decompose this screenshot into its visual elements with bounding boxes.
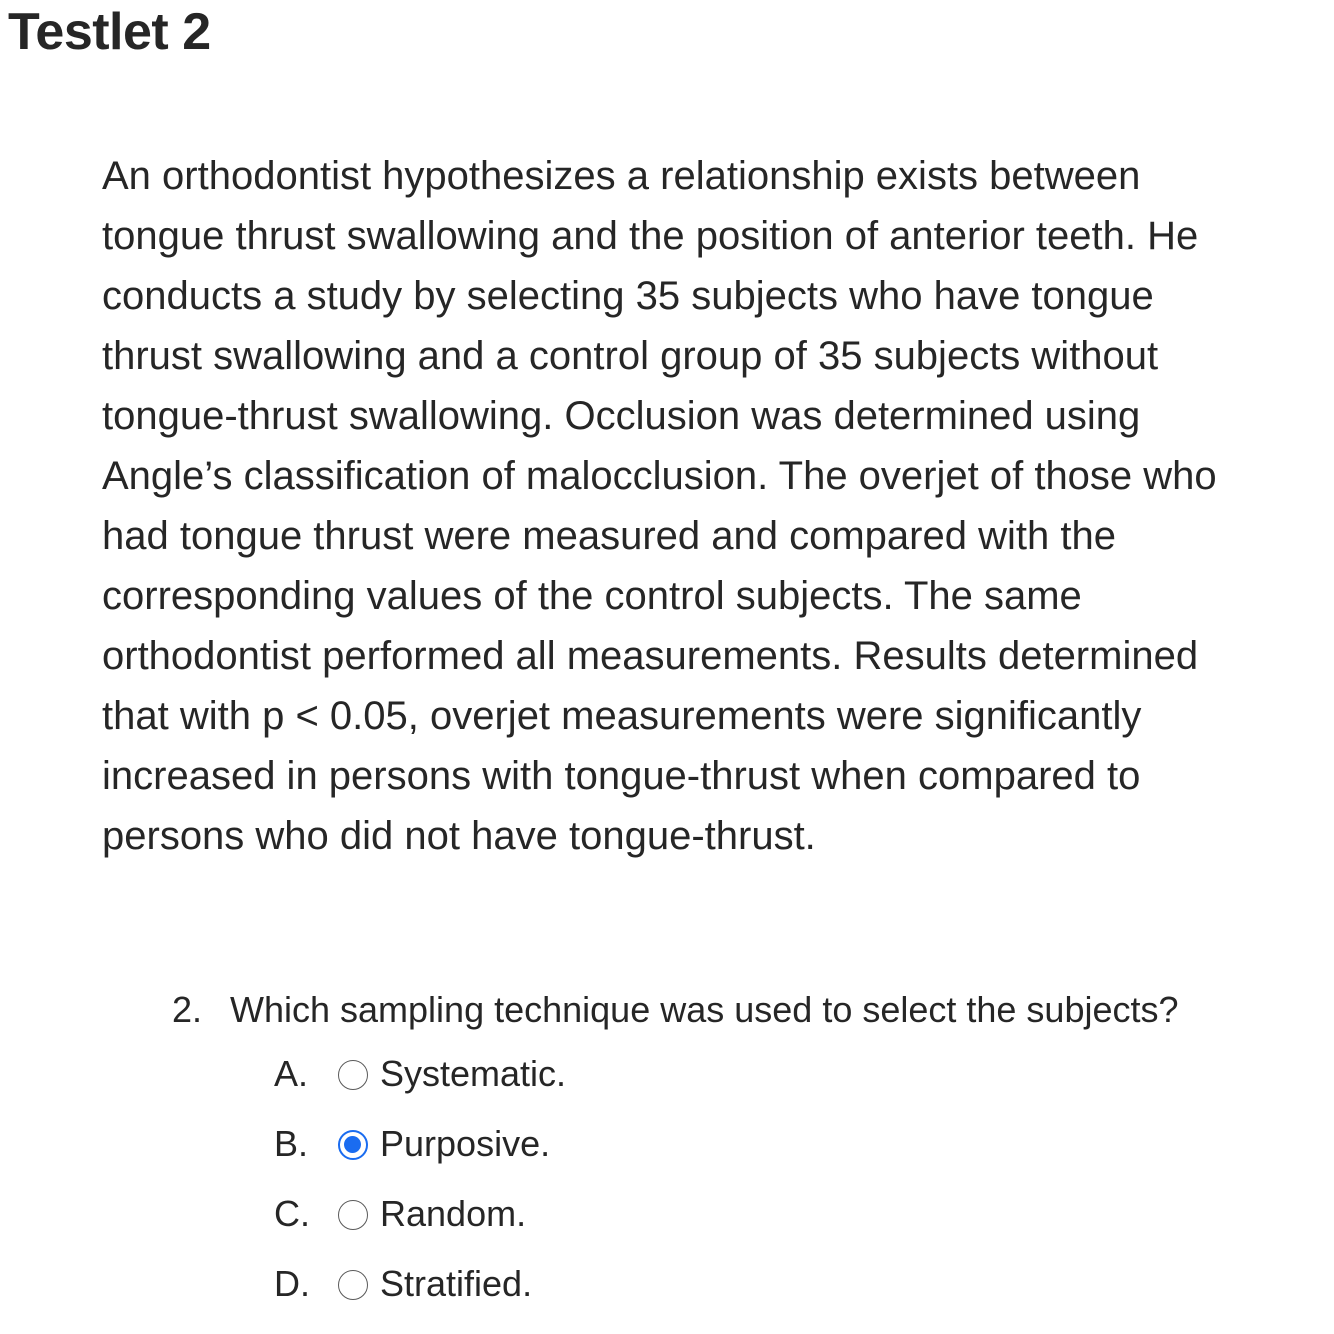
- option-a[interactable]: [274, 1042, 566, 1112]
- radio-button-d[interactable]: [338, 1270, 368, 1300]
- option-letter: C.: [274, 1193, 310, 1234]
- question: [172, 984, 1312, 1036]
- option-label[interactable]: Purposive.: [380, 1123, 551, 1164]
- radio-button-a[interactable]: [338, 1060, 368, 1090]
- option-c[interactable]: [274, 1182, 566, 1252]
- radio-button-c[interactable]: [338, 1200, 368, 1230]
- option-letter: A.: [274, 1053, 309, 1094]
- option-d[interactable]: [274, 1252, 566, 1322]
- answer-options: [274, 1042, 566, 1322]
- option-label[interactable]: Random.: [380, 1193, 527, 1234]
- passage-text: An orthodontist hypothesizes a relationship exists between tongue thrust swallowing and the position of anterior teeth. He conducts a study by selecting 35 subjects who have tongue thrust swallowing and a control group of 35 subjects without tongue-thrust swallowing. Occlusion was determined using Angle’s classification of malocclusion. The overjet of those who had tongue thrust were measured and compared with the corresponding values of the control subjects. The same orthodontist performed all measurements. Results determined that with p < 0.05, overjet measurements were significantly increased in persons with tongue-thrust when compared to persons who did not have tongue-thrust.: [102, 154, 1217, 858]
- option-label[interactable]: Stratified.: [380, 1263, 533, 1304]
- page-title: Testlet 2: [8, 3, 211, 61]
- option-b[interactable]: [274, 1112, 566, 1182]
- radio-button-b[interactable]: [338, 1130, 368, 1160]
- question-text: Which sampling technique was used to select the subjects?: [230, 989, 1179, 1030]
- option-letter: D.: [274, 1263, 310, 1304]
- question-number: 2.: [172, 989, 203, 1030]
- option-label[interactable]: Systematic.: [380, 1053, 567, 1094]
- option-letter: B.: [274, 1123, 309, 1164]
